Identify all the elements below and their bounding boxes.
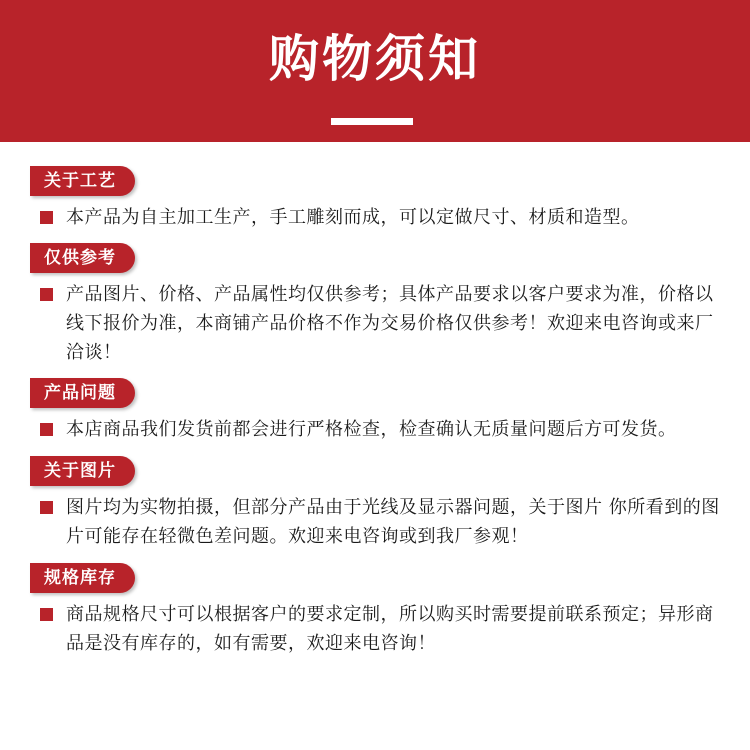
section-text: 图片均为实物拍摄，但部分产品由于光线及显示器问题，关于图片 你所看到的图片可能存在轻微色差问题。欢迎来电咨询或到我厂参观！ <box>66 497 720 547</box>
square-bullet-icon <box>40 211 53 224</box>
section-reference <box>30 243 720 367</box>
section-paragraph <box>30 493 720 551</box>
square-bullet-icon <box>40 608 53 621</box>
section-paragraph <box>30 600 720 658</box>
square-bullet-icon <box>40 288 53 301</box>
page-title: 购物须知 <box>269 30 481 88</box>
section-text: 本产品为自主加工生产，手工雕刻而成，可以定做尺寸、材质和造型。 <box>66 207 640 228</box>
section-tag: 关于图片 <box>30 456 135 486</box>
header-banner <box>0 0 750 142</box>
section-craft <box>30 166 720 232</box>
section-product-issues <box>30 378 720 444</box>
section-paragraph <box>30 203 720 232</box>
title-underline <box>331 118 413 125</box>
square-bullet-icon <box>40 501 53 514</box>
section-paragraph <box>30 415 720 444</box>
notice-content <box>0 166 750 658</box>
section-tag: 规格库存 <box>30 563 135 593</box>
section-paragraph <box>30 280 720 367</box>
section-tag: 关于工艺 <box>30 166 135 196</box>
section-text: 商品规格尺寸可以根据客户的要求定制，所以购买时需要提前联系预定；异形商品是没有库存的，如有需要，欢迎来电咨询！ <box>66 604 714 654</box>
section-text: 本店商品我们发货前都会进行严格检查，检查确认无质量问题后方可发货。 <box>66 419 677 440</box>
square-bullet-icon <box>40 423 53 436</box>
section-tag: 仅供参考 <box>30 243 135 273</box>
section-pictures <box>30 456 720 551</box>
section-text: 产品图片、价格、产品属性均仅供参考；具体产品要求以客户要求为准，价格以线下报价为准，本商铺产品价格不作为交易价格仅供参考！欢迎来电咨询或来厂洽谈！ <box>66 284 714 363</box>
section-specs-stock <box>30 563 720 658</box>
section-tag: 产品问题 <box>30 378 135 408</box>
